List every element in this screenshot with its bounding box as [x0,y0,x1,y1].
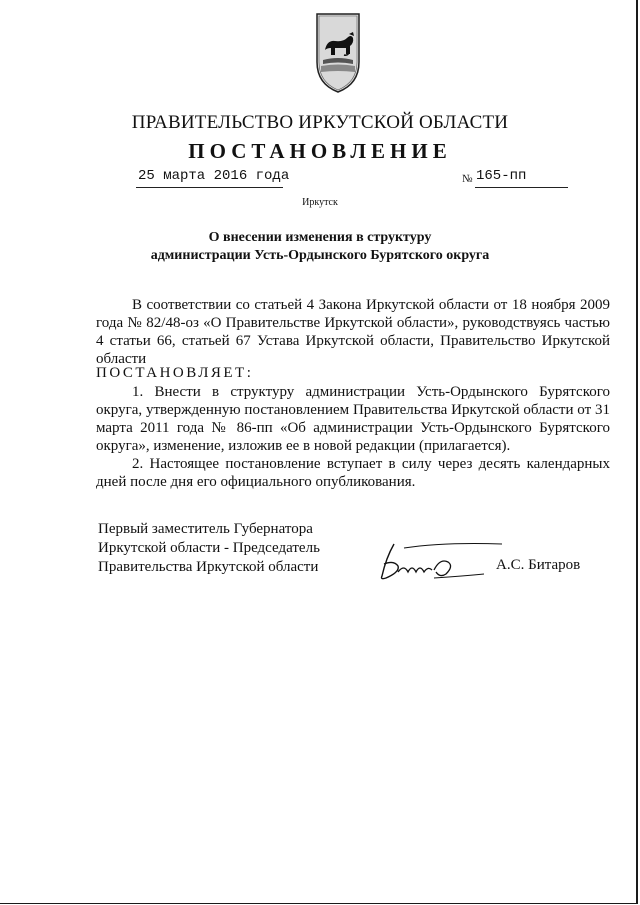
subject-line-2: администрации Усть-Ордынского Бурятского округа [150,248,490,263]
resolves-heading: ПОСТАНОВЛЯЕТ: [96,365,254,381]
signatory-position [98,520,320,577]
document-number: 165-пп [476,168,527,184]
document-subject [0,229,640,265]
number-underline [475,187,568,188]
position-line-1: Первый заместитель Губернатора [98,521,313,537]
city-name: Иркутск [302,197,338,208]
signer-name: А.С. Битаров [496,557,581,573]
position-line-3: Правительства Иркутской области [98,559,319,575]
date-underline [136,187,283,188]
preamble-paragraph: В соответствии со статьей 4 Закона Иркутской области от 18 ноября 2009 года № 82/48-оз «О Правительстве Иркутской области», руководствуясь частью 4 статьи 66, статьей 67 Устава Иркутской области, Правительство Иркутской области [96,297,610,367]
item-1-paragraph: 1. Внести в структуру администрации Усть-Ордынского Бурятского округа, утвержденную постановлением Правительства Иркутской области от 31 марта 2011 года № 86-пп «Об администрации Усть-Ордынского Бурятского округа», изменение, изложив ее в новой редакции (прилагается). [96,384,610,454]
item-2-paragraph: 2. Настоящее постановление вступает в силу через десять календарных дней после дня его официального опубликования. [96,456,610,490]
subject-line-1: О внесении изменения в структуру [208,230,432,245]
document-type: ПОСТАНОВЛЕНИЕ [188,139,452,163]
position-line-2: Иркутской области - Председатель [98,540,320,556]
government-title: ПРАВИТЕЛЬСТВО ИРКУТСКОЙ ОБЛАСТИ [131,112,509,133]
number-sign: № [462,173,473,185]
handwritten-signature [374,538,504,582]
coat-of-arms-icon [313,10,363,96]
document-date: 25 марта 2016 года [138,168,290,184]
